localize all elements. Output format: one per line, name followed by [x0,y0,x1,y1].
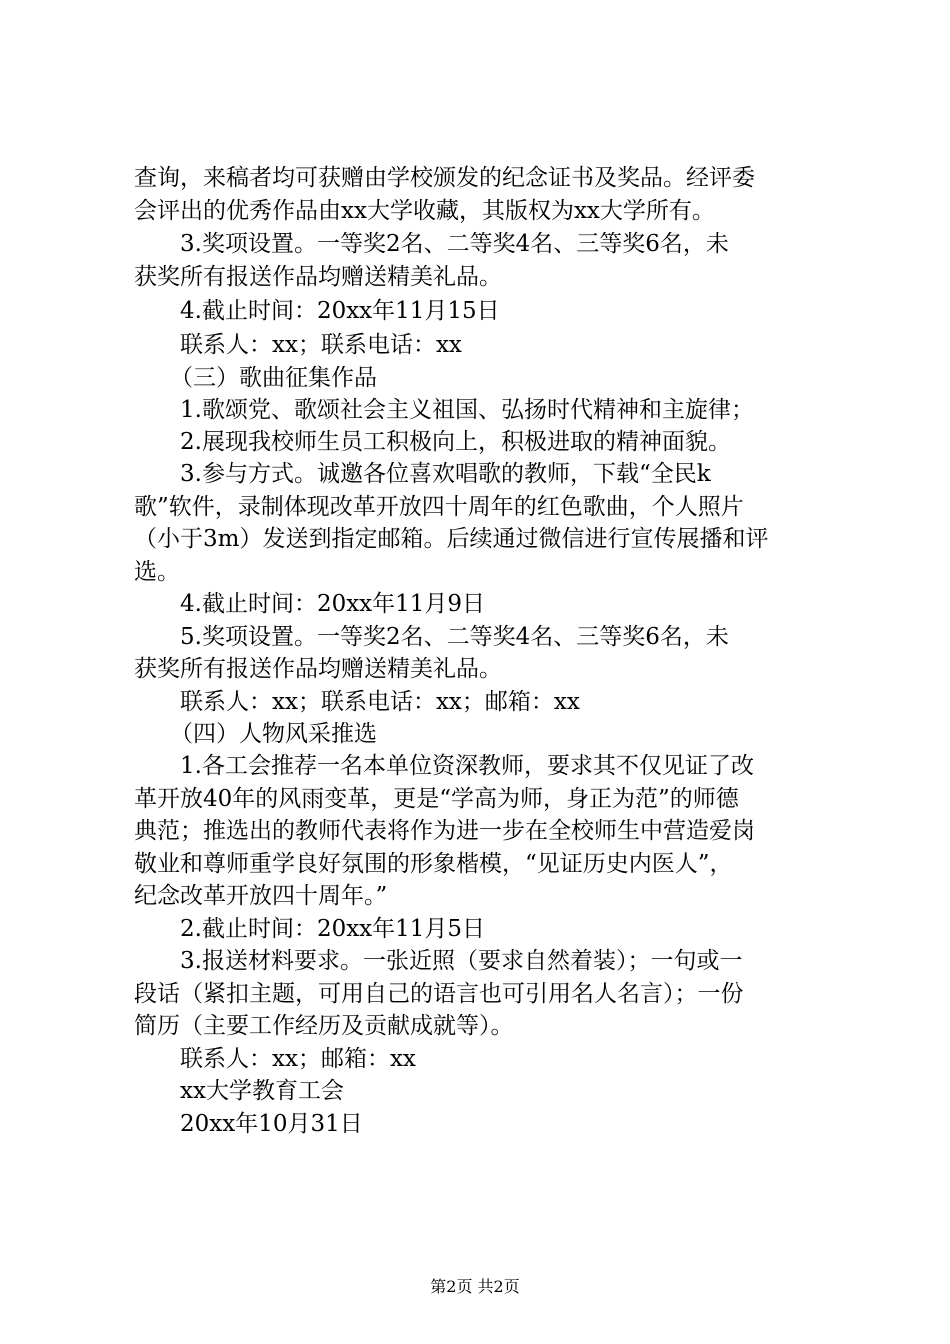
text-line: 纪念改革开放四十周年。” [134,883,388,909]
text-line: 获奖所有报送作品均赠送精美礼品。 [134,264,502,290]
text-line: 3.奖项设置。一等奖2名、二等奖4名、三等奖6名，未 [180,231,729,257]
text-line: 革开放40年的风雨变革，更是“学高为师，身正为范”的师德 [134,786,739,812]
text-line: 段话（紧扣主题，可用自己的语言也可引用名人名言）；一份 [134,981,744,1007]
text-line: 2.展现我校师生员工积极向上，积极进取的精神面貌。 [180,429,731,455]
section-heading: （三）歌曲征集作品 [170,365,377,391]
signature-date: 20xx年10月31日 [180,1111,363,1137]
text-line: 1.歌颂党、歌颂社会主义祖国、弘扬时代精神和主旋律； [180,397,754,423]
text-line: 4.截止时间：20xx年11月15日 [180,298,500,324]
text-line: 联系人：xx；联系电话：xx；邮箱：xx [180,689,580,715]
text-line: （小于3m）发送到指定邮箱。后续通过微信进行宣传展播和评 [134,526,769,552]
text-line: 联系人：xx；联系电话：xx [180,332,462,358]
text-line: 5.奖项设置。一等奖2名、二等奖4名、三等奖6名，未 [180,624,729,650]
text-line: 3.参与方式。诚邀各位喜欢唱歌的教师，下载“全民k [180,461,711,487]
text-line: 会评出的优秀作品由xx大学收藏，其版权为xx大学所有。 [134,198,715,224]
text-line: 敬业和尊师重学良好氛围的形象楷模，“见证历史内医人”， [134,851,733,877]
text-line: 歌”软件，录制体现改革开放四十周年的红色歌曲，个人照片 [134,494,744,520]
page-number: 第2页 共2页 [430,1277,520,1296]
text-line: 选。 [134,559,180,585]
text-line: 简历（主要工作经历及贡献成就等）。 [134,1013,514,1039]
text-line: 4.截止时间：20xx年11月9日 [180,591,486,617]
section-heading: （四）人物风采推选 [170,721,377,747]
page-footer [0,1277,950,1297]
text-line: 典范；推选出的教师代表将作为进一步在全校师生中营造爱岗 [134,818,755,844]
text-line: 2.截止时间：20xx年11月5日 [180,916,486,942]
text-line: 获奖所有报送作品均赠送精美礼品。 [134,656,502,682]
text-line: 3.报送材料要求。一张近照（要求自然着装）；一句或一 [180,948,743,974]
text-line: 联系人：xx；邮箱：xx [180,1046,416,1072]
text-line: 1.各工会推荐一名本单位资深教师，要求其不仅见证了改 [180,753,754,779]
text-line: 查询，来稿者均可获赠由学校颁发的纪念证书及奖品。经评委 [134,165,755,191]
signature-organization: xx大学教育工会 [180,1078,344,1104]
